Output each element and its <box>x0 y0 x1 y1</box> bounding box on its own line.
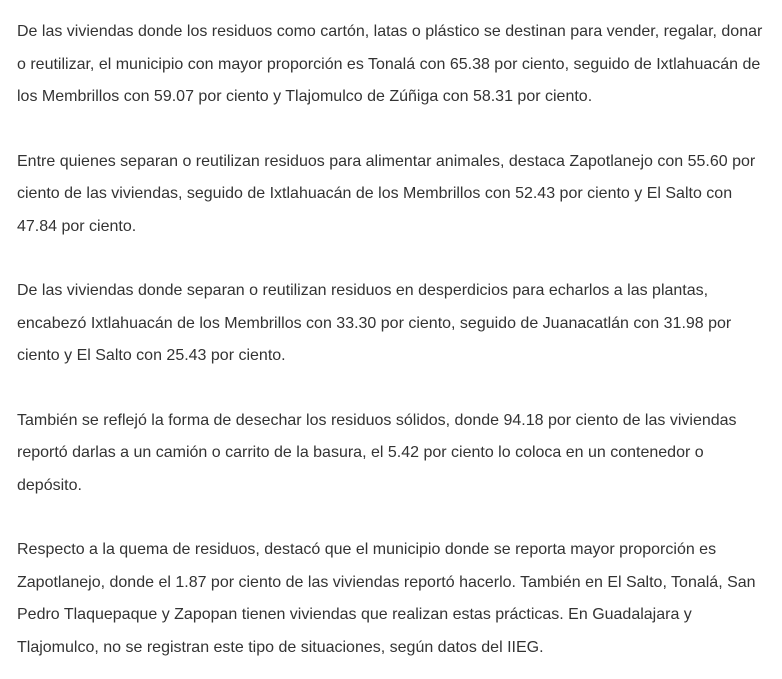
paragraph-plant-compost: De las viviendas donde separan o reutilizan residuos en desperdicios para echarlos a las plantas, encabezó Ixtlahuacán de los Membrillos con 33.30 por ciento, seguido de Juanacatlán con 31.98 por ciento y El Salto con 25.43 por ciento. <box>17 282 732 364</box>
paragraph-waste-burning: Respecto a la quema de residuos, destacó que el municipio donde se reporta mayor proporción es Zapotlanejo, donde el 1.87 por ciento de las viviendas reportó hacerlo. También en El Salto, Tonalá, San Pedro Tlaquepaque y Zapopan tienen viviendas que realizan estas prácticas. En Guadalajara y Tlajomulco, no se registran este tipo de situaciones, según datos del IIEG. <box>17 541 756 656</box>
article-body <box>17 16 772 664</box>
paragraph-recycling-sale: De las viviendas donde los residuos como cartón, latas o plástico se destinan para vender, regalar, donar o reutilizar, el municipio con mayor proporción es Tonalá con 65.38 por ciento, seguido de Ixtlahuacán de los Membrillos con 59.07 por ciento y Tlajomulco de Zúñiga con 58.31 por ciento. <box>17 23 763 105</box>
paragraph-animal-feed: Entre quienes separan o reutilizan residuos para alimentar animales, destaca Zapotlanejo con 55.60 por ciento de las viviendas, seguido de Ixtlahuacán de los Membrillos con 52.43 por ciento y El Salto con 47.84 por ciento. <box>17 152 756 235</box>
paragraph-disposal-method: También se reflejó la forma de desechar los residuos sólidos, donde 94.18 por ciento de las viviendas reportó darlas a un camión o carrito de la basura, el 5.42 por ciento lo coloca en un contenedor o depósito. <box>17 411 737 494</box>
